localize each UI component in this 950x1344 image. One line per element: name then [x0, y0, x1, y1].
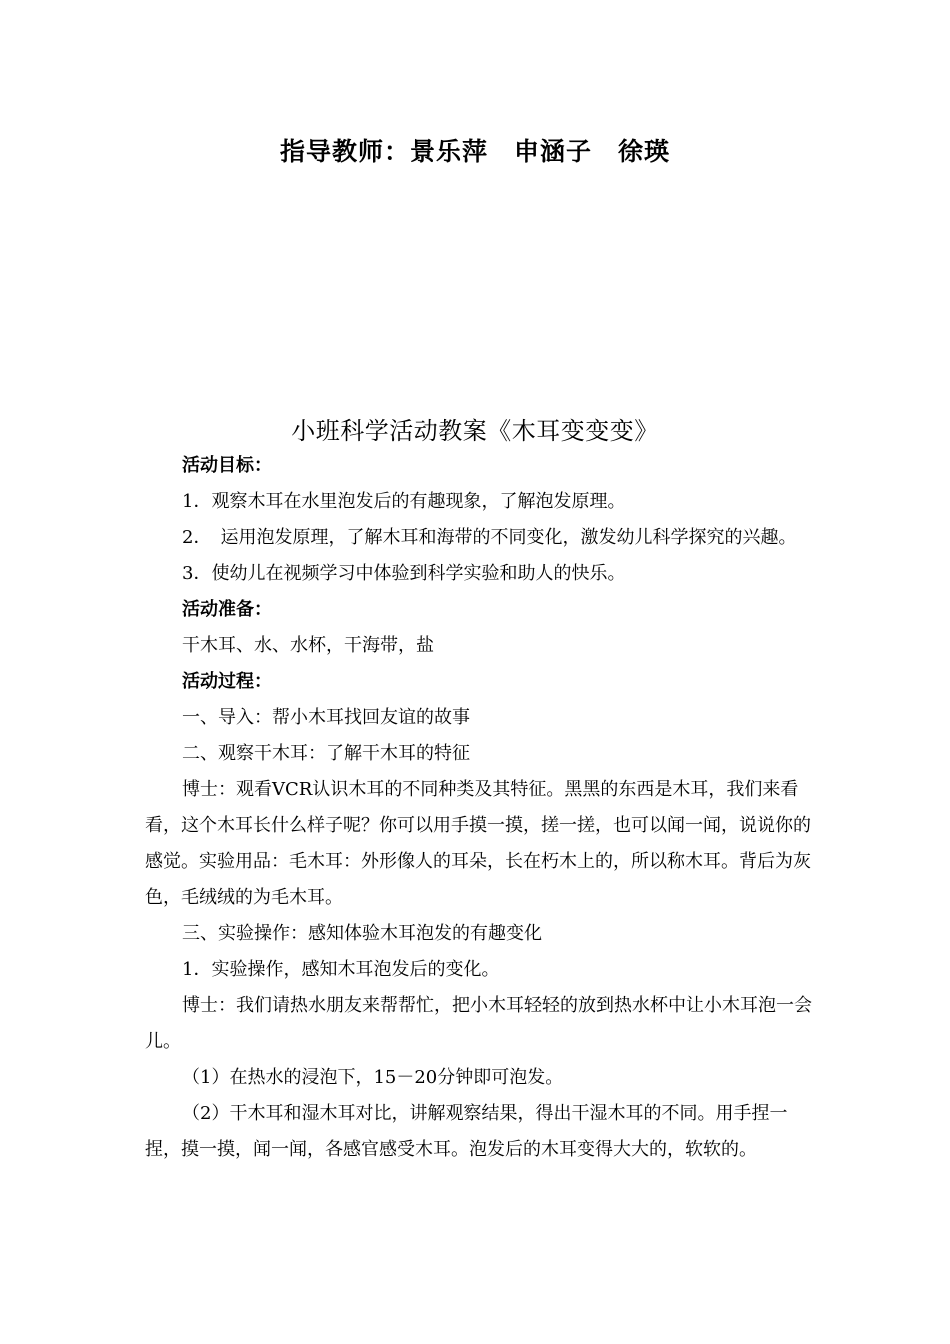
section-heading-process: 活动过程： — [182, 671, 272, 692]
experiment-item-1: 1．实验操作，感知木耳泡发后的变化。 — [182, 959, 500, 980]
goal-item-1: 1．观察木耳在水里泡发后的有趣现象，了解泡发原理。 — [182, 491, 626, 512]
process-step-1: 一、导入：帮小木耳找回友谊的故事 — [182, 707, 470, 728]
experiment-substep-1: （1）在热水的浸泡下，15－20分钟即可泡发。 — [182, 1067, 564, 1088]
section-heading-preparation: 活动准备： — [182, 599, 272, 620]
goal-item-2: 2． 运用泡发原理，了解木耳和海带的不同变化，激发幼儿科学探究的兴趣。 — [182, 527, 797, 548]
process-paragraph: 博士：观看VCR认识木耳的不同种类及其特征。黑黑的东西是木耳，我们来看看，这个木耳长什么样子呢？你可以用手摸一摸，搓一搓，也可以闻一闻，说说你的感觉。实验用品：毛木耳：外形像人的耳朵，长在朽木上的，所以称木耳。背后为灰色，毛绒绒的为毛木耳。 — [145, 779, 811, 908]
teachers-line: 指导教师：景乐萍 申涵子 徐瑛 — [279, 137, 670, 166]
section-heading-goals: 活动目标： — [182, 455, 272, 476]
document-body — [145, 448, 820, 1168]
goal-item-3: 3．使幼儿在视频学习中体验到科学实验和助人的快乐。 — [182, 563, 626, 584]
document-title: 小班科学活动教案《木耳变变变》 — [291, 417, 659, 445]
process-paragraph: 博士：我们请热水朋友来帮帮忙，把小木耳轻轻的放到热水杯中让小木耳泡一会儿。 — [145, 995, 812, 1052]
preparation-list: 干木耳、水、水杯，干海带，盐 — [182, 635, 434, 656]
process-step-2: 二、观察干木耳：了解干木耳的特征 — [182, 743, 470, 764]
process-step-3: 三、实验操作：感知体验木耳泡发的有趣变化 — [182, 923, 542, 944]
experiment-substep-2: （2）干木耳和湿木耳对比，讲解观察结果，得出干湿木耳的不同。用手捏一捏，摸一摸，闻一闻，各感官感受木耳。泡发后的木耳变得大大的，软软的。 — [145, 1103, 788, 1160]
